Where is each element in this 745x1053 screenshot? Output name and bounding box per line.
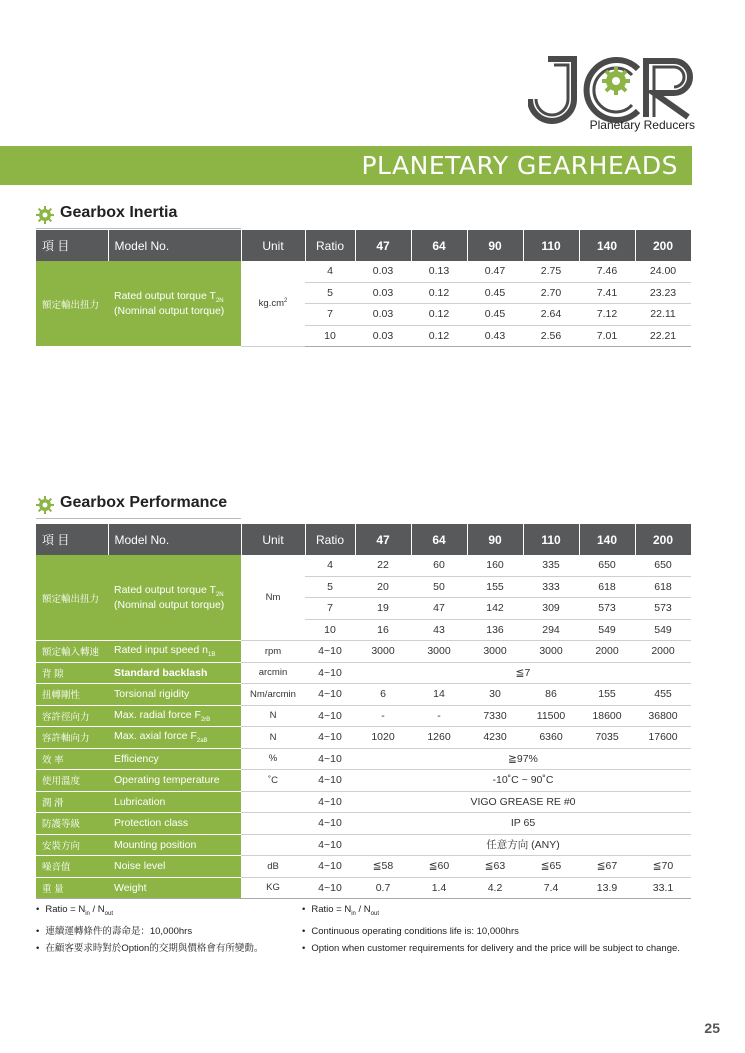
note-item: • 在顧客要求時對於Option的交期與價格會有所變動。 xyxy=(36,940,263,957)
table-row xyxy=(36,791,691,813)
value-cell: 23.23 xyxy=(635,282,691,304)
notes-right xyxy=(302,901,680,957)
value-cell: 13.9 xyxy=(579,877,635,899)
row-label-zh: 額定輸出扭力 xyxy=(36,261,108,347)
value-cell: 17600 xyxy=(635,727,691,749)
ratio-cell: 4~10 xyxy=(305,813,355,835)
ratio-cell: 4~10 xyxy=(305,705,355,727)
row-unit xyxy=(241,834,305,856)
ratio-cell: 4 xyxy=(305,261,355,282)
row-unit: Nm/arcmin xyxy=(241,684,305,706)
value-cell: -10˚C ~ 90˚C xyxy=(355,770,691,792)
value-cell: 549 xyxy=(579,619,635,641)
row-label-en: Rated input speed $n_{1B}$ xyxy=(108,641,241,663)
header-size: 64 xyxy=(411,230,467,261)
value-cell: ≦67 xyxy=(579,856,635,878)
header-size: 140 xyxy=(579,524,635,555)
value-cell: 50 xyxy=(411,576,467,598)
ratio-cell: 4~10 xyxy=(305,641,355,663)
header-size: 47 xyxy=(355,230,411,261)
value-cell: 4.2 xyxy=(467,877,523,899)
row-label-zh: 防護等級 xyxy=(36,813,108,835)
row-label-zh: 背 隙 xyxy=(36,662,108,684)
value-cell: 2000 xyxy=(635,641,691,663)
table-row xyxy=(36,770,691,792)
value-cell: ≦58 xyxy=(355,856,411,878)
row-label-zh: 重 量 xyxy=(36,877,108,899)
note-item: • 連續運轉條件的壽命是：10,000hrs xyxy=(36,923,263,940)
row-label-en: Lubrication xyxy=(108,791,241,813)
row-unit: $kg.cm^2$ xyxy=(241,261,305,347)
row-unit: % xyxy=(241,748,305,770)
value-cell: 0.47 xyxy=(467,261,523,282)
header-model: Model No. xyxy=(108,230,241,261)
row-label-en: Rated output torque $T_{2N}$ (Nominal output torque) xyxy=(108,555,241,641)
row-unit: arcmin xyxy=(241,662,305,684)
value-cell: 0.12 xyxy=(411,282,467,304)
value-cell: 0.43 xyxy=(467,325,523,347)
header-item: 項 目 xyxy=(36,524,108,555)
header-ratio: Ratio xyxy=(305,524,355,555)
ratio-cell: 10 xyxy=(305,325,355,347)
note-item: • Option when customer requirements for delivery and the price will be subject to change. xyxy=(302,940,680,957)
row-unit: N xyxy=(241,705,305,727)
ratio-cell: 4~10 xyxy=(305,770,355,792)
row-label-en: Max. radial force $F_{2rB}$ xyxy=(108,705,241,727)
ratio-cell: 4~10 xyxy=(305,662,355,684)
value-cell: VIGO GREASE RE #0 xyxy=(355,791,691,813)
value-cell: 7035 xyxy=(579,727,635,749)
value-cell: 7.41 xyxy=(579,282,635,304)
value-cell: 43 xyxy=(411,619,467,641)
value-cell: 142 xyxy=(467,598,523,620)
value-cell: 333 xyxy=(523,576,579,598)
row-label-zh: 安裝方向 xyxy=(36,834,108,856)
ratio-cell: 4~10 xyxy=(305,791,355,813)
value-cell: 0.12 xyxy=(411,304,467,326)
value-cell: 22.21 xyxy=(635,325,691,347)
note-item: • Continuous operating conditions life is: 10,000hrs xyxy=(302,923,680,940)
value-cell: ≦60 xyxy=(411,856,467,878)
ratio-cell: 10 xyxy=(305,619,355,641)
ratio-cell: 7 xyxy=(305,304,355,326)
value-cell: 573 xyxy=(635,598,691,620)
ratio-cell: 4~10 xyxy=(305,856,355,878)
table-row xyxy=(36,641,691,663)
value-cell: 18600 xyxy=(579,705,635,727)
row-unit: N xyxy=(241,727,305,749)
header-unit: Unit xyxy=(241,524,305,555)
ratio-cell: 4 xyxy=(305,555,355,576)
table-row xyxy=(36,727,691,749)
value-cell: 335 xyxy=(523,555,579,576)
value-cell: 47 xyxy=(411,598,467,620)
inertia-title: Gearbox Inertia xyxy=(60,204,178,221)
ratio-cell: 4~10 xyxy=(305,684,355,706)
value-cell: 0.03 xyxy=(355,282,411,304)
value-cell: IP 65 xyxy=(355,813,691,835)
header-ratio: Ratio xyxy=(305,230,355,261)
row-label-en: Torsional rigidity xyxy=(108,684,241,706)
value-cell: 1020 xyxy=(355,727,411,749)
value-cell: 6 xyxy=(355,684,411,706)
value-cell: ≦63 xyxy=(467,856,523,878)
value-cell: 0.03 xyxy=(355,261,411,282)
value-cell: 155 xyxy=(467,576,523,598)
header-size: 110 xyxy=(523,524,579,555)
value-cell: 0.03 xyxy=(355,304,411,326)
table-row xyxy=(36,684,691,706)
value-cell: 618 xyxy=(635,576,691,598)
note-item: • Ratio = $N_{in} / N_{out}$ xyxy=(302,901,680,923)
row-label-en: Rated output torque $T_{2N}$ (Nominal output torque) xyxy=(108,261,241,347)
ratio-cell: 5 xyxy=(305,282,355,304)
value-cell: 任意方向 (ANY) xyxy=(355,834,691,856)
value-cell: 650 xyxy=(635,555,691,576)
table-row xyxy=(36,261,691,282)
header-item: 項 目 xyxy=(36,230,108,261)
header-size: 90 xyxy=(467,230,523,261)
value-cell: 30 xyxy=(467,684,523,706)
row-label-en: Noise level xyxy=(108,856,241,878)
value-cell: 0.12 xyxy=(411,325,467,347)
value-cell: 36800 xyxy=(635,705,691,727)
table-row xyxy=(36,555,691,576)
value-cell: 618 xyxy=(579,576,635,598)
title-banner xyxy=(0,146,692,185)
row-label-zh: 潤 滑 xyxy=(36,791,108,813)
value-cell: ≦70 xyxy=(635,856,691,878)
value-cell: 155 xyxy=(579,684,635,706)
value-cell: 160 xyxy=(467,555,523,576)
row-label-zh: 噪音值 xyxy=(36,856,108,878)
value-cell: 7.46 xyxy=(579,261,635,282)
value-cell: 1.4 xyxy=(411,877,467,899)
row-unit xyxy=(241,813,305,835)
row-unit xyxy=(241,791,305,813)
row-label-en: Weight xyxy=(108,877,241,899)
performance-section-header xyxy=(36,494,241,519)
row-label-en: Protection class xyxy=(108,813,241,835)
value-cell: 294 xyxy=(523,619,579,641)
value-cell: 549 xyxy=(635,619,691,641)
value-cell: 22 xyxy=(355,555,411,576)
value-cell: 455 xyxy=(635,684,691,706)
value-cell: 1260 xyxy=(411,727,467,749)
header-size: 110 xyxy=(523,230,579,261)
row-unit: KG xyxy=(241,877,305,899)
table-row xyxy=(36,877,691,899)
inertia-section-header xyxy=(36,204,241,229)
gear-icon xyxy=(36,496,54,514)
row-unit: rpm xyxy=(241,641,305,663)
value-cell: 7.4 xyxy=(523,877,579,899)
value-cell: 2.56 xyxy=(523,325,579,347)
performance-table xyxy=(36,524,692,899)
value-cell: 7.12 xyxy=(579,304,635,326)
value-cell: 3000 xyxy=(523,641,579,663)
value-cell: 0.45 xyxy=(467,282,523,304)
value-cell: 24.00 xyxy=(635,261,691,282)
value-cell: ≧97% xyxy=(355,748,691,770)
banner-title: PLANETARY GEARHEADS xyxy=(361,151,678,180)
row-label-en: Max. axial force $F_{2aB}$ xyxy=(108,727,241,749)
value-cell: 3000 xyxy=(467,641,523,663)
value-cell: 7.01 xyxy=(579,325,635,347)
header-size: 64 xyxy=(411,524,467,555)
header-model: Model No. xyxy=(108,524,241,555)
header-size: 200 xyxy=(635,524,691,555)
value-cell: ≦7 xyxy=(355,662,691,684)
value-cell: 6360 xyxy=(523,727,579,749)
value-cell: 14 xyxy=(411,684,467,706)
value-cell: 22.11 xyxy=(635,304,691,326)
performance-title: Gearbox Performance xyxy=(60,494,228,511)
row-label-zh: 扭轉剛性 xyxy=(36,684,108,706)
table-row xyxy=(36,662,691,684)
row-unit: dB xyxy=(241,856,305,878)
row-label-zh: 容許軸向力 xyxy=(36,727,108,749)
value-cell: 20 xyxy=(355,576,411,598)
gear-icon xyxy=(36,206,54,224)
header-size: 90 xyxy=(467,524,523,555)
brand-tagline: Planetary Reducers xyxy=(589,118,695,132)
ratio-cell: 4~10 xyxy=(305,834,355,856)
value-cell: 2.70 xyxy=(523,282,579,304)
value-cell: 3000 xyxy=(355,641,411,663)
table-row xyxy=(36,834,691,856)
performance-header-row xyxy=(36,524,691,555)
row-label-en: Operating temperature xyxy=(108,770,241,792)
value-cell: ≦65 xyxy=(523,856,579,878)
inertia-table xyxy=(36,230,692,347)
ratio-cell: 4~10 xyxy=(305,877,355,899)
table-row xyxy=(36,705,691,727)
value-cell: 11500 xyxy=(523,705,579,727)
value-cell: - xyxy=(355,705,411,727)
row-label-en: Standard backlash xyxy=(108,662,241,684)
value-cell: 309 xyxy=(523,598,579,620)
row-label-en: Efficiency xyxy=(108,748,241,770)
ratio-cell: 7 xyxy=(305,598,355,620)
header-unit: Unit xyxy=(241,230,305,261)
value-cell: 16 xyxy=(355,619,411,641)
table-row xyxy=(36,748,691,770)
row-unit: Nm xyxy=(241,555,305,641)
value-cell: 573 xyxy=(579,598,635,620)
row-unit: ˚C xyxy=(241,770,305,792)
ratio-cell: 4~10 xyxy=(305,748,355,770)
header-size: 200 xyxy=(635,230,691,261)
value-cell: 4230 xyxy=(467,727,523,749)
value-cell: 0.03 xyxy=(355,325,411,347)
value-cell: 2000 xyxy=(579,641,635,663)
value-cell: 7330 xyxy=(467,705,523,727)
page-number: 25 xyxy=(704,1020,720,1036)
row-label-zh: 使用溫度 xyxy=(36,770,108,792)
row-label-en: Mounting position xyxy=(108,834,241,856)
value-cell: 0.7 xyxy=(355,877,411,899)
row-label-zh: 容許徑向力 xyxy=(36,705,108,727)
table-row xyxy=(36,856,691,878)
value-cell: 3000 xyxy=(411,641,467,663)
value-cell: - xyxy=(411,705,467,727)
value-cell: 0.45 xyxy=(467,304,523,326)
table-row xyxy=(36,813,691,835)
header-size: 140 xyxy=(579,230,635,261)
value-cell: 650 xyxy=(579,555,635,576)
notes-left xyxy=(36,901,263,957)
header-size: 47 xyxy=(355,524,411,555)
value-cell: 60 xyxy=(411,555,467,576)
ratio-cell: 4~10 xyxy=(305,727,355,749)
inertia-header-row xyxy=(36,230,691,261)
value-cell: 86 xyxy=(523,684,579,706)
ratio-cell: 5 xyxy=(305,576,355,598)
value-cell: 19 xyxy=(355,598,411,620)
note-item: • Ratio = $N_{in} / N_{out}$ xyxy=(36,901,263,923)
value-cell: 2.75 xyxy=(523,261,579,282)
row-label-zh: 效 率 xyxy=(36,748,108,770)
value-cell: 0.13 xyxy=(411,261,467,282)
value-cell: 136 xyxy=(467,619,523,641)
value-cell: 2.64 xyxy=(523,304,579,326)
row-label-zh: 額定輸出扭力 xyxy=(36,555,108,641)
value-cell: 33.1 xyxy=(635,877,691,899)
row-label-zh: 額定輸入轉速 xyxy=(36,641,108,663)
